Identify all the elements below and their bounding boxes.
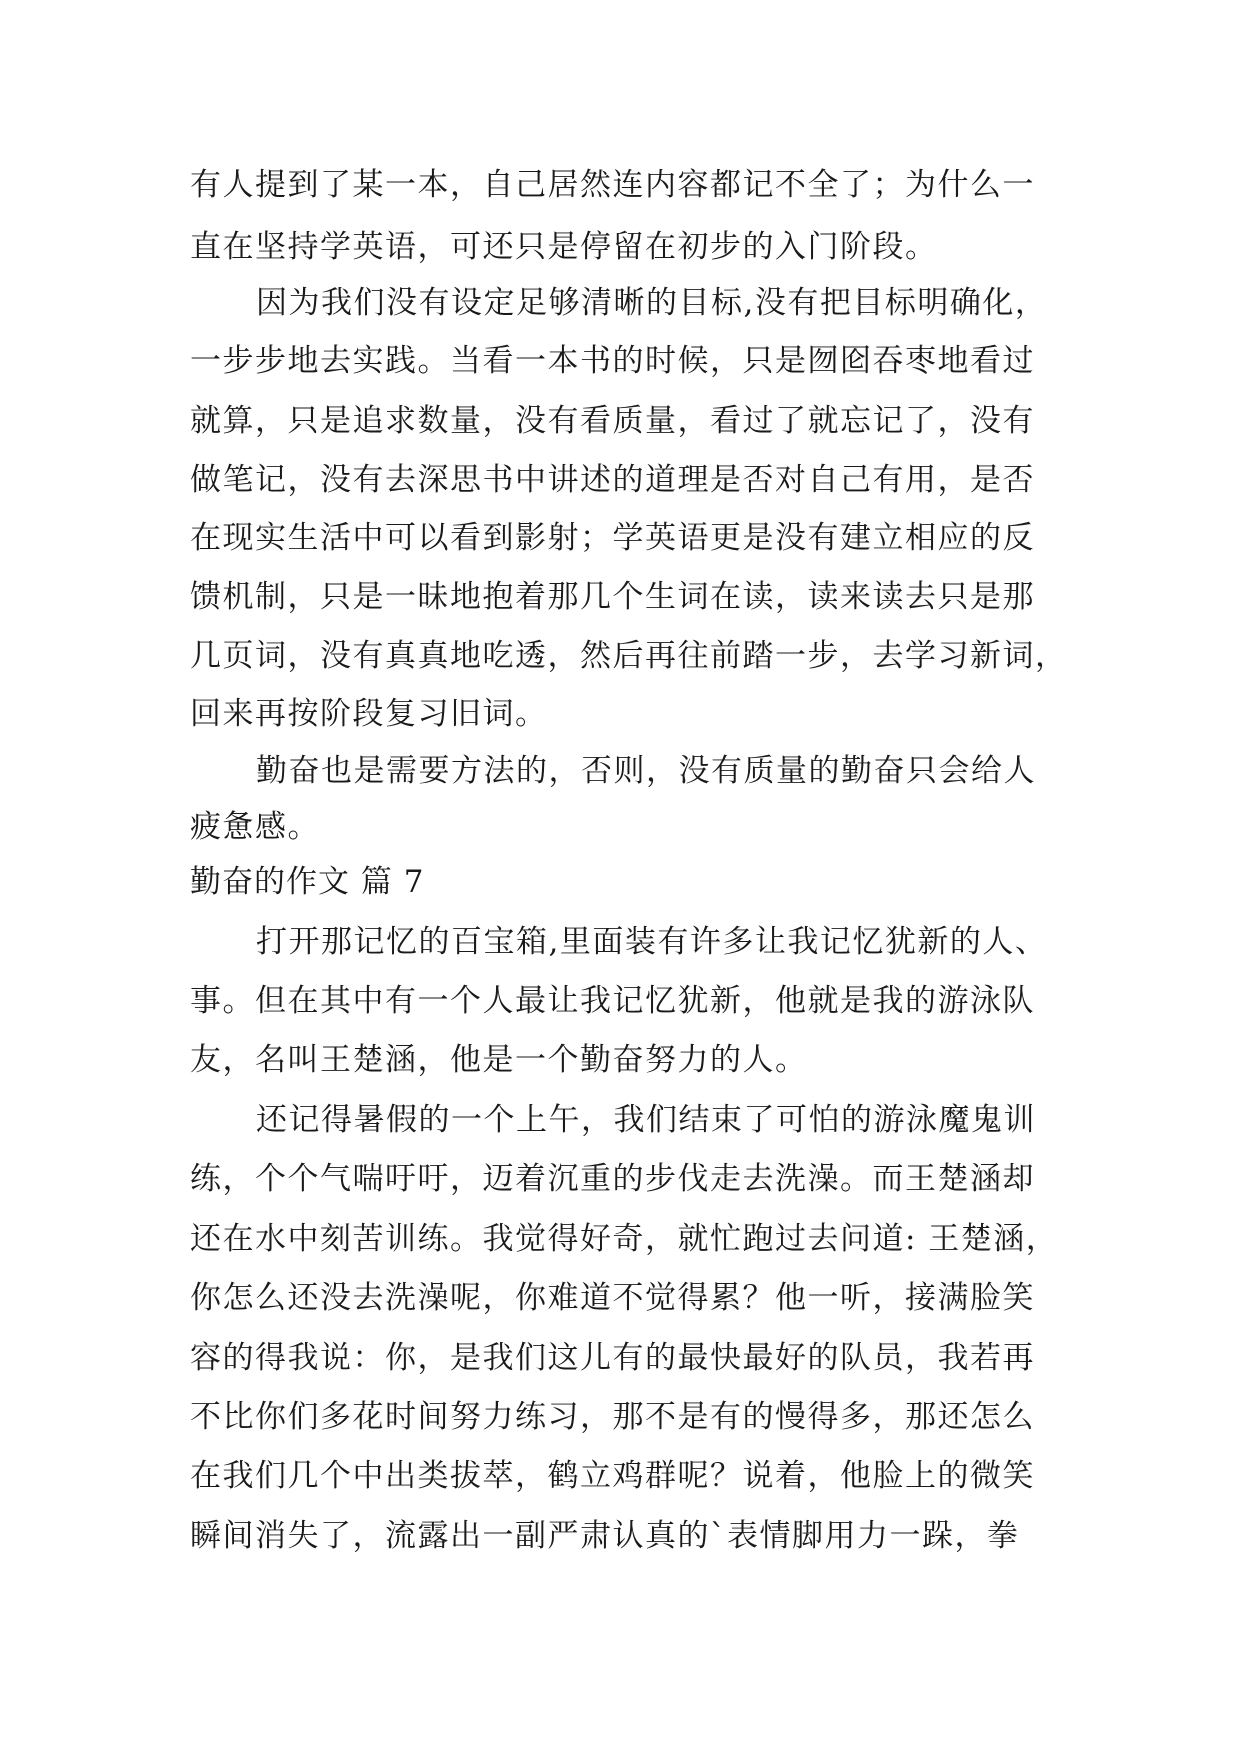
text-line: 直在坚持学英语，可还只是停留在初步的入门阶段。: [190, 229, 938, 265]
text-line: 有人提到了某一本，自己居然连内容都记不全了；为什么一: [190, 167, 1035, 203]
text-line: 一步步地去实践。当看一本书的时候，只是囫囵吞枣地看过: [190, 343, 1035, 379]
text-line: 还记得暑假的一个上午，我们结束了可怕的游泳魔鬼训: [256, 1102, 1036, 1138]
text-line: 疲惫感。: [190, 809, 320, 845]
text-line: 事。但在其中有一个人最让我记忆犹新，他就是我的游泳队: [190, 983, 1035, 1019]
text-line: 瞬间消失了，流露出一副严肃认真的`表情脚用力一跺，拳: [190, 1518, 1020, 1554]
text-line: 因为我们没有设定足够清晰的目标,没有把目标明确化，: [256, 285, 1048, 321]
text-line: 在现实生活中可以看到影射；学英语更是没有建立相应的反: [190, 520, 1035, 556]
text-line: 回来再按阶段复习旧词。: [190, 696, 548, 732]
text-line: 友，名叫王楚涵，他是一个勤奋努力的人。: [190, 1042, 808, 1078]
text-line: 做笔记，没有去深思书中讲述的道理是否对自己有用，是否: [190, 462, 1035, 498]
text-line: 练，个个气喘吁吁，迈着沉重的步伐走去洗澡。而王楚涵却: [190, 1161, 1035, 1197]
text-line: 容的得我说：你，是我们这儿有的最快最好的队员，我若再: [190, 1340, 1035, 1376]
text-line: 还在水中刻苦训练。我觉得好奇，就忙跑过去问道: 王楚涵，: [190, 1221, 1059, 1257]
section-heading: 勤奋的作文 篇 7: [190, 864, 425, 900]
text-line: 馈机制，只是一昧地抱着那几个生词在读，读来读去只是那: [190, 579, 1035, 615]
text-line: 不比你们多花时间努力练习，那不是有的慢得多，那还怎么: [190, 1399, 1035, 1435]
text-line: 在我们几个中出类拔萃，鹤立鸡群呢？说着，他脸上的微笑: [190, 1458, 1035, 1494]
text-line: 几页词，没有真真地吃透，然后再往前踏一步，去学习新词，: [190, 638, 1068, 674]
text-line: 打开那记忆的百宝箱,里面装有许多让我记忆犹新的人、: [256, 924, 1048, 960]
text-line: 勤奋也是需要方法的，否则，没有质量的勤奋只会给人: [256, 753, 1036, 789]
text-line: 你怎么还没去洗澡呢，你难道不觉得累？他一听，接满脸笑: [190, 1280, 1035, 1316]
text-line: 就算，只是追求数量，没有看质量，看过了就忘记了，没有: [190, 403, 1035, 439]
